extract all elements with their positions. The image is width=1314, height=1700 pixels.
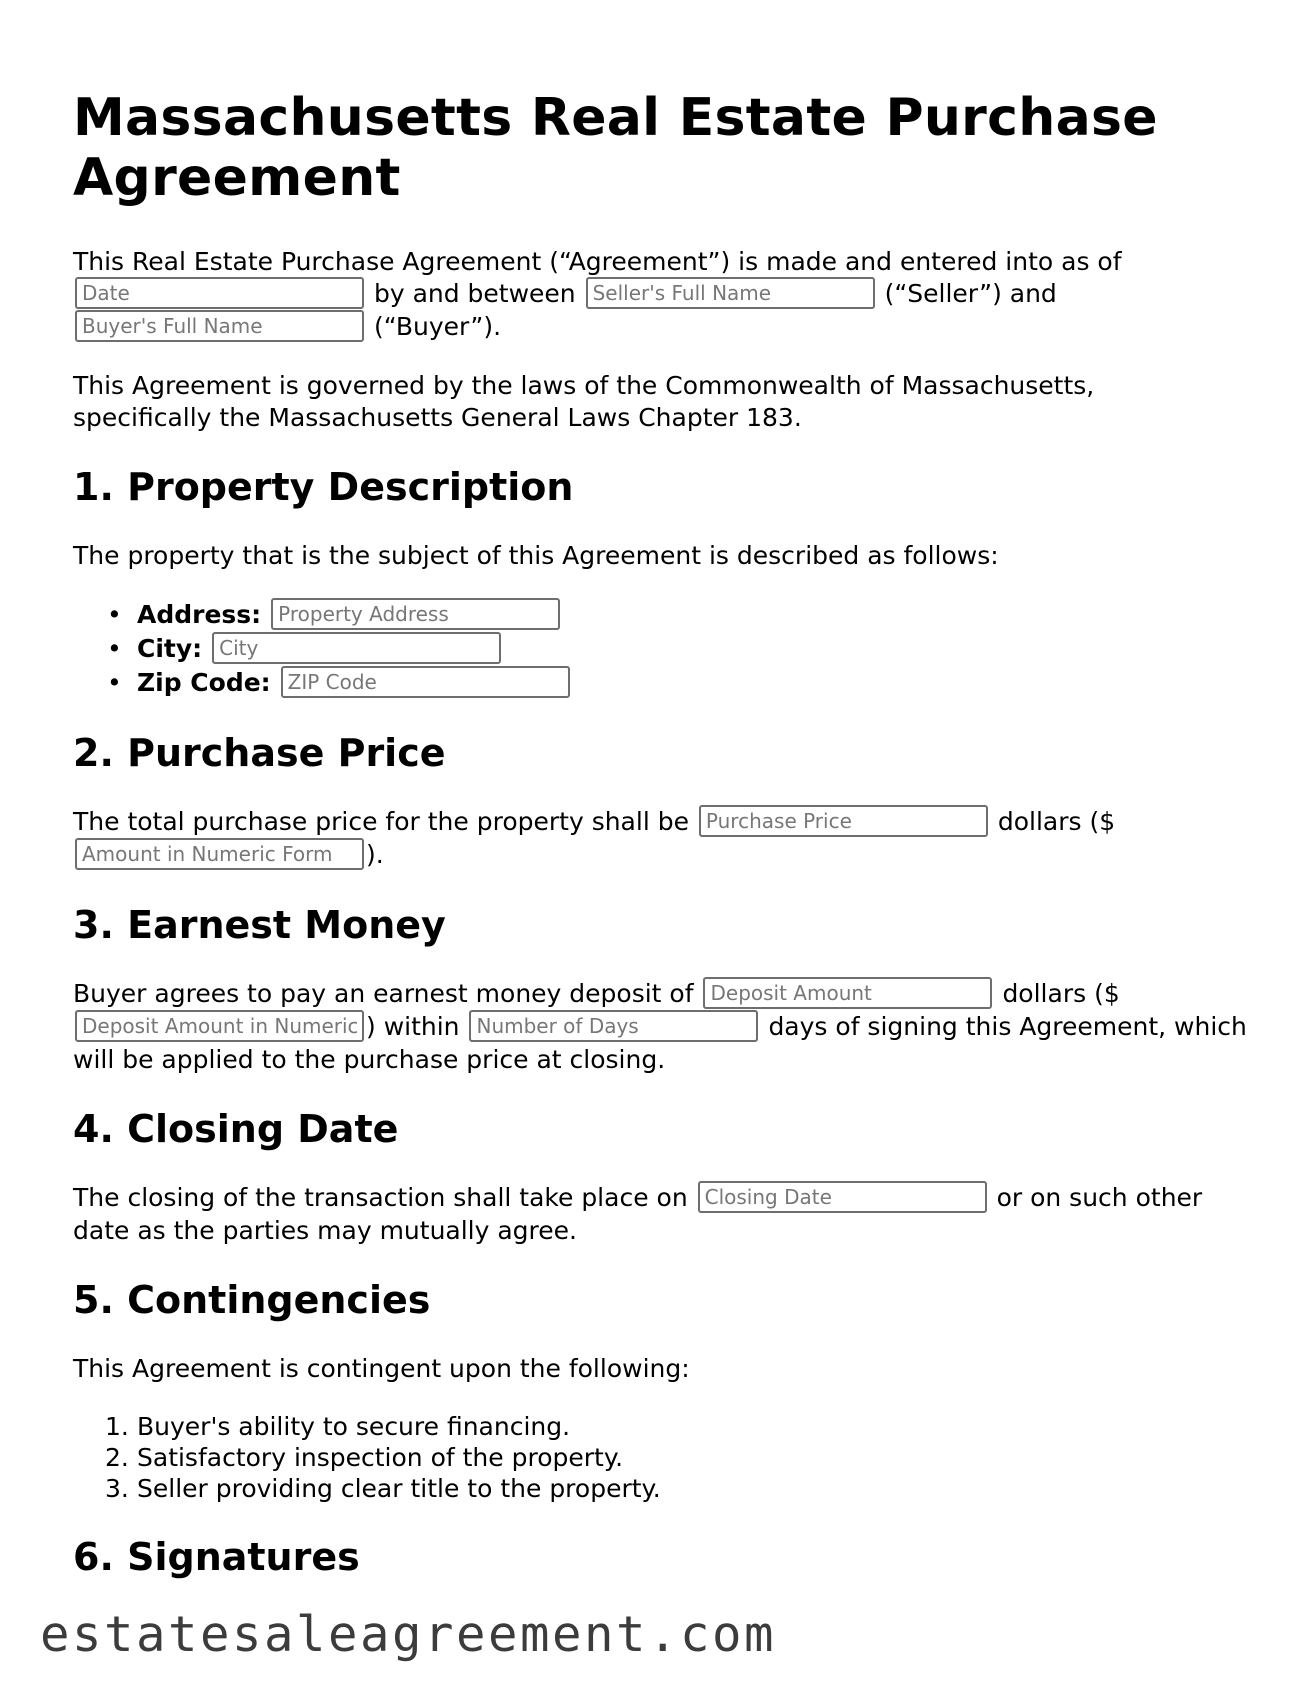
address-label: Address: xyxy=(137,600,262,629)
closing-text-1: The closing of the transaction shall take place on xyxy=(73,1183,688,1212)
list-item xyxy=(107,598,1253,632)
seller-name-input[interactable] xyxy=(586,277,875,309)
governing-law-paragraph: This Agreement is governed by the laws of the Commonwealth of Massachusetts, specifically the Massachusetts General Laws Chapter 183. xyxy=(73,371,1095,432)
zip-code-input[interactable] xyxy=(281,666,570,698)
list-number: 2. xyxy=(105,1443,129,1472)
list-number: 3. xyxy=(105,1474,129,1503)
list-item xyxy=(107,666,1253,700)
section-heading-closing: 4. Closing Date xyxy=(73,1107,399,1151)
bullet-icon: • xyxy=(107,634,122,663)
earnest-paragraph xyxy=(73,978,1253,1076)
earnest-text-2: dollars ($ xyxy=(1002,979,1120,1008)
bullet-icon: • xyxy=(107,668,122,697)
closing-paragraph xyxy=(73,1182,1253,1247)
list-item xyxy=(105,1473,1253,1504)
price-text-1: The total purchase price for the property shall be xyxy=(73,807,689,836)
contingencies-list xyxy=(73,1411,1253,1504)
price-text-2: dollars ($ xyxy=(997,807,1116,836)
contingencies-intro-text: This Agreement is contingent upon the following: xyxy=(73,1354,690,1383)
section-heading-price: 2. Purchase Price xyxy=(73,731,446,775)
contingency-text: Satisfactory inspection of the property. xyxy=(137,1443,624,1472)
list-item xyxy=(107,632,1253,666)
document-page xyxy=(73,88,1253,1610)
earnest-text-3: ) within xyxy=(366,1012,460,1041)
deposit-numeric-input[interactable] xyxy=(75,1010,364,1042)
days-input[interactable] xyxy=(469,1010,758,1042)
intro-text-1: This Real Estate Purchase Agreement (“Agreement”) is made and entered into as of xyxy=(73,247,1122,276)
closing-text-2: or on such other date as the parties may mutually agree. xyxy=(73,1183,1203,1245)
contingency-text: Buyer's ability to secure financing. xyxy=(137,1412,571,1441)
deposit-amount-input[interactable] xyxy=(703,977,992,1009)
property-address-input[interactable] xyxy=(271,598,560,630)
list-item xyxy=(105,1411,1253,1442)
date-input[interactable] xyxy=(75,277,364,309)
list-item xyxy=(105,1442,1253,1473)
price-text-3: ). xyxy=(366,840,384,869)
section-heading-contingencies: 5. Contingencies xyxy=(73,1278,431,1322)
price-paragraph xyxy=(73,806,1253,872)
buyer-name-input[interactable] xyxy=(75,310,364,342)
intro-text-2: by and between xyxy=(373,279,576,308)
intro-text-3: (“Seller”) and xyxy=(884,279,1057,308)
purchase-price-input[interactable] xyxy=(699,805,988,837)
section-heading-earnest: 3. Earnest Money xyxy=(73,903,446,947)
city-input[interactable] xyxy=(212,632,501,664)
closing-date-input[interactable] xyxy=(698,1181,987,1213)
bullet-icon: • xyxy=(107,600,122,629)
earnest-text-4: days of signing this Agreement, which will be applied to the purchase price at closing. xyxy=(73,1012,1247,1074)
zip-code-label: Zip Code: xyxy=(137,668,271,697)
watermark: estatesaleagreement.com xyxy=(40,1606,777,1663)
list-number: 1. xyxy=(105,1412,129,1441)
page-title: Massachusetts Real Estate Purchase Agreement xyxy=(73,88,1158,208)
price-numeric-input[interactable] xyxy=(75,838,364,870)
section-heading-property: 1. Property Description xyxy=(73,465,574,509)
property-details-list xyxy=(73,598,1253,700)
property-intro-text: The property that is the subject of this Agreement is described as follows: xyxy=(73,541,999,570)
contingency-text: Seller providing clear title to the property. xyxy=(137,1474,661,1503)
section-heading-signatures: 6. Signatures xyxy=(73,1535,360,1579)
intro-text-4: (“Buyer”). xyxy=(373,312,502,341)
intro-paragraph xyxy=(73,246,1253,344)
earnest-text-1: Buyer agrees to pay an earnest money deposit of xyxy=(73,979,694,1008)
city-label: City: xyxy=(137,634,203,663)
